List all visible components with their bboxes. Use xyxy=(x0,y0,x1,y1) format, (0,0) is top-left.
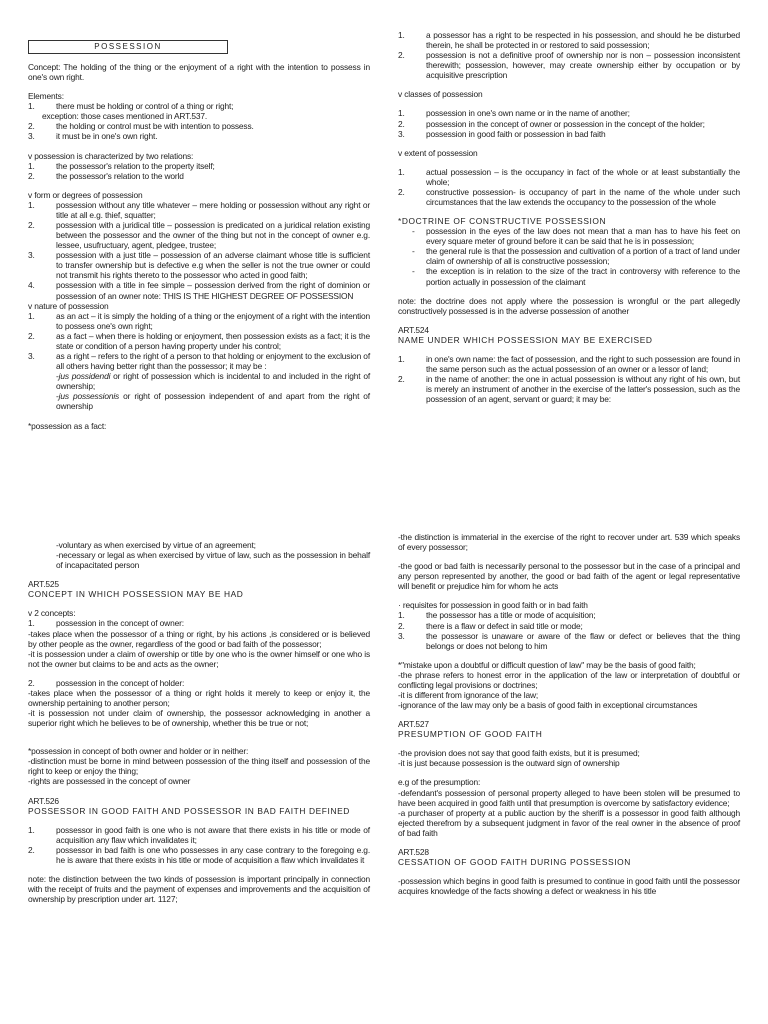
extent-heading: v extent of possession xyxy=(398,147,478,158)
article-number: ART.528 xyxy=(398,846,429,857)
top-right-column xyxy=(398,30,740,404)
list-item: 1. as an act – it is simply the holding of a thing or the enjoyment of a right with the intention to possess one's own right; xyxy=(28,310,370,331)
list-item: 1. the possessor has a title or mode of acquisition; xyxy=(398,610,596,621)
list-item: 1. a possessor has a right to be respected in his possession, and should he be disturbed therein, he shall be protected in or restored to said possession; xyxy=(398,30,740,51)
paragraph: -takes place when the possessor of a thing or right holds it merely to keep or enjoy it, the ownership pertaining to another person; xyxy=(28,687,370,709)
paragraph: -the phrase refers to honest error in the application of the law or interpretation of doubtful or conflicting legal provisions or doctrines; xyxy=(398,669,740,690)
paragraph: -the provision does not say that good faith exists, but it is presumed; xyxy=(398,748,640,759)
concept-definition: Concept: The holding of the thing or the enjoyment of a right with the intention to possess in one's own right. xyxy=(28,62,370,83)
list-item: 3. possession with a just title – possession of an adverse claimant whose title is sufficient to transfer ownership but is defective e.g when the seller is not the true owner or could not transmit his rights thereto to the possessor who acted in good faith; xyxy=(28,250,370,281)
article-number: ART.526 xyxy=(28,795,59,806)
paragraph: -it is possession under a claim of owership or title by one who is the owner himself or one who is not the owner but claims to be and acts as the owner; xyxy=(28,648,370,669)
paragraph: -takes place when the possessor of a thing or right, by his actions ,is considered or is believed by other people as the owner, regardless of the good or bad faith of the possessor; xyxy=(28,628,370,649)
list-item: 2. possession is not a definitive proof of ownership nor is non – possession inconsistent therewith; possession, however, may create ownership either by occupation or by acquisitive prescription xyxy=(398,50,740,81)
top-left-column xyxy=(28,40,370,431)
article-title: CESSATION OF GOOD FAITH DURING POSSESSION xyxy=(398,857,631,868)
bottom-right-column xyxy=(398,532,740,896)
relations-heading: v possession is characterized by two relations: xyxy=(28,150,194,161)
article-number: ART.527 xyxy=(398,719,429,730)
list-item: 1. possession in the concept of owner: xyxy=(28,618,184,629)
list-item: 2. possessor in bad faith is one who possesses in any case contrary to the foregoing e.g. he is aware that there exists in his title or mode of acquisition a flaw which invalidates it xyxy=(28,844,370,865)
list-item: 2. constructive possession- is occupancy of part in the name of the whole under such circumstances that the law extends the occupancy to the possession of the whole xyxy=(398,186,740,208)
distinction-note: note: the distinction between the two kinds of possession is important principally in connection with the receipt of fruits and the payment of expenses and improvements and the acquisition of ownership by prescription under art. 1127; xyxy=(28,874,370,905)
list-item: 3. the possessor is unaware or aware of the flaw or defect or believes that the thing belongs or does not belong to him xyxy=(398,630,740,651)
exception-note: exception: those cases mentioned in ART.537. xyxy=(42,111,208,122)
list-item: 3. it must be in one's own right. xyxy=(28,131,158,142)
necessary-possession: -necessary or legal as when exercised by virtue of law, such as the possession in behalf of incapacitated person xyxy=(56,550,370,571)
forms-heading: v form or degrees of possession xyxy=(28,189,143,200)
article-title: NAME UNDER WHICH POSSESSION MAY BE EXERCISED xyxy=(398,334,653,345)
concepts-heading: v 2 concepts: xyxy=(28,608,76,619)
article-title: POSSESSOR IN GOOD FAITH AND POSSESSOR IN BAD FAITH DEFINED xyxy=(28,805,350,816)
jus-possessionis: -jus possessionis or right of possession independent of and apart from the right of ownership xyxy=(56,391,370,412)
jus-possidendi: -jus possidendi or right of possession which is incidental to and included in the right of ownership; xyxy=(56,371,371,392)
paragraph: -distinction must be borne in mind between possession of the thing itself and possession of the right to keep or enjoy the thing; xyxy=(28,756,370,777)
list-item: 2. as a fact – when there is holding or enjoyment, then possession exists as a fact; it is the state or condition of a person having property under his control; xyxy=(28,330,370,351)
list-item: 1. there must be holding or control of a thing or right; xyxy=(28,101,234,112)
doctrine-note: note: the doctrine does not apply where the possession is wrongful or the part allegedly constructively possessed is in the adverse possession of another xyxy=(398,295,740,316)
list-item: 1. actual possession – is the occupancy in fact of the whole or at least substantially the whole; xyxy=(398,166,740,187)
article-number: ART.524 xyxy=(398,324,429,335)
paragraph: -it is different from ignorance of the law; xyxy=(398,690,539,701)
list-item: 2. the possessor's relation to the world xyxy=(28,170,184,181)
article-number: ART.525 xyxy=(28,579,59,590)
paragraph: -rights are possessed in the concept of owner xyxy=(28,776,191,787)
paragraph: -it is possession not under claim of ownership, the possessor acknowledging in another a superior right which he believes to be of ownership, whether this be true or not; xyxy=(28,708,370,729)
article-title: PRESUMPTION OF GOOD FAITH xyxy=(398,729,543,740)
list-item: 2. possession in the concept of holder: xyxy=(28,677,185,688)
list-item: - the general rule is that the possession and cultivation of a portion of a tract of land under claim of ownership of all is constructive possession; xyxy=(412,246,740,267)
paragraph: -a purchaser of property at a public auction by the sheriff is a possessor in good faith although ejected therefrom by a subsequent judgment in favor of the real owner in the absence of proof of bad faith xyxy=(398,807,740,838)
paragraph: -defendant's possession of personal property alleged to have been stolen will be presumed to have been acquired in good faith until that presumption is overcome by satisfactory evidence; xyxy=(398,787,740,808)
list-item: 1. possession without any title whatever – mere holding or possession without any right or title at all e.g. thief, squatter; xyxy=(28,199,370,220)
list-item: 1. in one's own name: the fact of possession, and the right to such possession are found in the same person such as the actual possession of an owner or a lessor of land; xyxy=(398,353,740,375)
classes-heading: v classes of possession xyxy=(398,89,483,100)
list-item: 3. possession in good faith or possession in bad faith xyxy=(398,128,606,139)
fact-heading: *possession as a fact: xyxy=(28,420,107,431)
paragraph: -ignorance of the law may only be a basis of good faith in exceptional circumstances xyxy=(398,700,698,711)
doctrine-heading: *DOCTRINE OF CONSTRUCTIVE POSSESSION xyxy=(398,216,607,227)
voluntary-possession: -voluntary as when exercised by virtue of an agreement; xyxy=(56,540,256,550)
list-item: 3. as a right – refers to the right of a person to that holding or enjoyment to the exclusion of all others having better right than the possessor; it may be : xyxy=(28,351,370,372)
both-heading: *possession in concept of both owner and holder or in neither: xyxy=(28,746,249,757)
list-item: 2. possession in the concept of owner or possession in the concept of the holder; xyxy=(398,118,705,129)
list-item: 2. in the name of another: the one in actual possession is without any right of his own, but is merely an instrument of another in the exercise of the latter's possession, such as the possession of an agent, servant or guard; it may be: xyxy=(398,374,740,405)
list-item: 2. the holding or control must be with intention to possess. xyxy=(28,121,254,132)
list-item: 1. possession in one's own name or in the name of another; xyxy=(398,108,630,119)
list-item: 4. possession with a title in fee simple – possession derived from the right of dominion or possession of an owner note: THIS IS THE HIGHEST DEGREE OF POSSESSION xyxy=(28,280,370,301)
paragraph: -it is just because possession is the outward sign of ownership xyxy=(398,758,620,769)
paragraph: -the distinction is immaterial in the exercise of the right to recover under art. 539 which speaks of every possessor; xyxy=(398,532,740,553)
paragraph: *"mistake upon a doubtful or difficult question of law" may be the basis of good faith; xyxy=(398,659,696,670)
list-item: 2. possession with a juridical title – possession is predicated on a juridical relation existing between the possessor and the owner of the thing but not in the concept of owner e.g. lessee, usufructuary, agent, pledgee, trustee; xyxy=(28,220,370,251)
article-title: CONCEPT IN WHICH POSSESSION MAY BE HAD xyxy=(28,589,244,600)
requisites-heading: · requisites for possession in good faith or in bad faith xyxy=(398,600,588,611)
paragraph: -possession which begins in good faith is presumed to continue in good faith until the possessor acquires knowledge of the facts showing a defect or weakness in his title xyxy=(398,876,740,897)
list-item: 1. possessor in good faith is one who is not aware that there exists in his title or mode of acquisition any flaw which invalidates it; xyxy=(28,824,370,845)
list-item: 1. the possessor's relation to the property itself; xyxy=(28,160,215,171)
list-item: - the exception is in relation to the size of the tract in controversy with reference to the portion actually in possession of the claimant xyxy=(412,266,740,287)
list-item: 2. there is a flaw or defect in said title or mode; xyxy=(398,620,583,631)
bottom-left-column xyxy=(28,540,370,904)
elements-heading: Elements: xyxy=(28,91,64,102)
section-title-box: POSSESSION xyxy=(28,40,228,54)
list-item: - possession in the eyes of the law does not mean that a man has to have his feet on every square meter of ground before it can be said that he is in possession; xyxy=(412,226,740,247)
example-heading: e.g of the presumption: xyxy=(398,777,481,788)
paragraph: -the good or bad faith is necessarily personal to the possessor but in the case of a principal and any person represented by another, the good or bad faith of the agent or legal representative will benefit or prejudice him for whom he acts xyxy=(398,561,740,592)
nature-heading: v nature of possession xyxy=(28,300,109,311)
